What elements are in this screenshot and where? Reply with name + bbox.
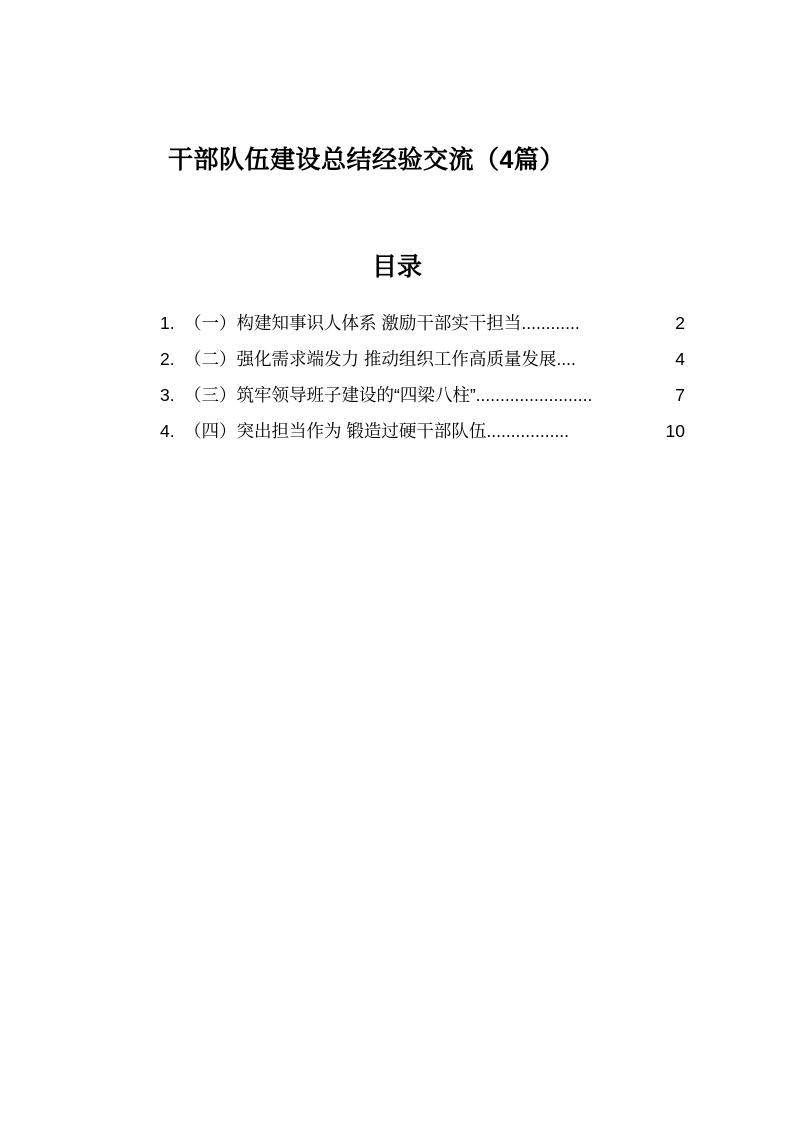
toc-heading: 目录 xyxy=(371,254,422,281)
toc-list xyxy=(160,305,685,449)
toc-entry-label: （四）突出担当作为 锻造过硬干部队伍 xyxy=(184,421,487,441)
toc-entry[interactable] xyxy=(160,377,685,413)
toc-entry-number: 4. xyxy=(160,421,175,441)
toc-entry-page: 7 xyxy=(675,385,685,405)
toc-entry-number: 1. xyxy=(160,313,175,333)
toc-entry-label: （三）筑牢领导班子建设的“四梁八柱” xyxy=(184,385,476,405)
toc-entry-leader: ................. xyxy=(486,421,570,441)
toc-entry-leader: .... xyxy=(556,349,576,369)
document-title: 干部队伍建设总结经验交流（4篇） xyxy=(168,146,565,174)
toc-entry-leader: ............ xyxy=(521,313,580,333)
toc-entry[interactable] xyxy=(160,413,685,449)
toc-entry-page: 4 xyxy=(675,349,685,369)
toc-entry-label: （一）构建知事识人体系 激励干部实干担当 xyxy=(184,313,522,333)
toc-entry[interactable] xyxy=(160,305,685,341)
toc-entry[interactable] xyxy=(160,341,685,377)
toc-entry-page: 2 xyxy=(675,313,685,333)
toc-entry-page: 10 xyxy=(665,421,685,441)
toc-entry-number: 2. xyxy=(160,349,175,369)
toc-entry-label: （二）强化需求端发力 推动组织工作高质量发展 xyxy=(184,349,557,369)
toc-entry-number: 3. xyxy=(160,385,175,405)
toc-entry-leader: ........................ xyxy=(475,385,593,405)
